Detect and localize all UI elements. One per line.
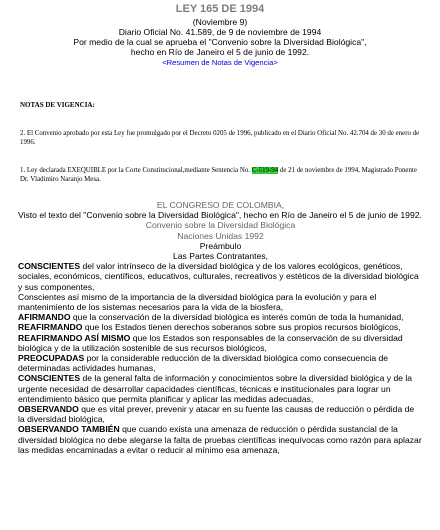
clause-text: del valor intrínseco de la diversidad biológica y de los valores ecológicos, genéticos, sociales, económicos, científicos, educativos, culturales, recreativos y estéticos de la diversidad biológica y sus componentes, (18, 261, 419, 292)
clause-text: que la conservación de la diversidad biológica es interés común de toda la humanidad, (70, 312, 404, 323)
summary-notes-link[interactable]: <Resumen de Notas de Vigencia> (162, 58, 278, 67)
clause-paragraph (18, 312, 423, 322)
law-body (18, 200, 423, 455)
clause-lead: OBSERVANDO TAMBIÉN (18, 424, 120, 435)
convenio-title: Convenio sobre la Diversidad Biológica (145, 220, 296, 231)
clause-text: de la general falta de información y conocimientos sobre la diversidad biológica y de la urgente necesidad de desarrollar capacidades científicas, técnicas e institucionales para lograr un entendimiento básico que permita planificar y aplicar las medidas adecuadas, (18, 373, 413, 404)
nota-1-text-after: de 21 de noviembre de 1994, Magistrado Ponente Dr. Vladimiro Naranjo Mesa. (20, 167, 417, 183)
clause-lead: REAFIRMANDO (18, 322, 83, 333)
clause-lead: REAFIRMANDO ASÍ MISMO (18, 332, 131, 343)
clause-lead: PREOCUPADAS (18, 353, 85, 364)
congreso-heading: EL CONGRESO DE COLOMBIA, (156, 200, 285, 210)
law-date: (Noviembre 9) (192, 17, 248, 27)
clause-text: por la considerable reducción de la diversidad biológica como consecuencia de determinadas actividades humanas, (18, 353, 389, 374)
clause-lead: CONSCIENTES (18, 261, 81, 272)
sentencia-link[interactable]: C-519-94 (251, 167, 279, 174)
clause-paragraph (18, 373, 423, 404)
clause-paragraph (18, 353, 423, 373)
clause-paragraph (18, 404, 423, 424)
clause-paragraph (18, 424, 423, 455)
clause-text: que los Estados son responsables de la conservación de su diversidad biológica y de la utilización sostenible de sus recursos biológicos, (18, 332, 403, 353)
law-header (20, 17, 420, 68)
clause-paragraph (18, 333, 423, 353)
visto-paragraph: Visto el texto del "Convenio sobre la Diversidad Biológica", hecho en Río de Janeiro el 5 de junio de 1992. (18, 210, 422, 221)
clause-paragraph (18, 261, 423, 292)
clause-text: que cuando exista una amenaza de reducción o pérdida sustancial de la diversidad biológica no debe alegarse la falta de pruebas científicas inequívocas como razón para aplazar las medidas encaminadas a evitar o reducir al mínimo esa amenaza, (18, 424, 422, 455)
preambulo-heading: Preámbulo (199, 240, 242, 251)
clause-lead: AFIRMANDO (18, 312, 71, 323)
clause-text: que es vital prever, prevenir y atacar en su fuente las causas de reducción o pérdida de la diversidad biológica, (18, 404, 415, 425)
clause-text: que los Estados tienen derechos soberanos sobre sus propios recursos biológicos, (82, 322, 401, 333)
law-title: LEY 165 DE 1994 (175, 3, 265, 15)
nota-1-text-before: 1. Ley declarada EXEQUIBLE por la Corte Constitucional,mediante Sentencia No. (20, 167, 252, 174)
naciones-unidas-line: Naciones Unidas 1992 (177, 230, 264, 241)
clause-lead: CONSCIENTES (18, 373, 81, 384)
clause-paragraph (18, 292, 423, 312)
clause-text: Conscientes así mismo de la importancia de la diversidad biológica para la evolución y para el mantenimiento de los sistemas necesarios para la vida de la biosfera, (18, 291, 377, 313)
partes-line: Las Partes Contratantes, (172, 251, 269, 262)
purpose-line-1: Por medio de la cual se aprueba el "Convenio sobre la Diversidad Biológica", (73, 37, 367, 47)
clause-lead: OBSERVANDO (18, 404, 79, 415)
clause-paragraph (18, 322, 423, 332)
notas-heading: NOTAS DE VIGENCIA: (20, 101, 95, 109)
diario-oficial-line: Diario Oficial No. 41.589, de 9 de noviembre de 1994 (118, 27, 322, 37)
purpose-line-2: hecho en Río de Janeiro el 5 de junio de 1992. (130, 47, 310, 57)
nota-2: 2. El Convenio aprobado por esta Ley fue promulgado por el Decreto 0205 de 1996, publicado en el Diario Oficial No. 42.704 de 30 de enero de 1996. (20, 130, 420, 146)
nota-1 (20, 166, 425, 184)
